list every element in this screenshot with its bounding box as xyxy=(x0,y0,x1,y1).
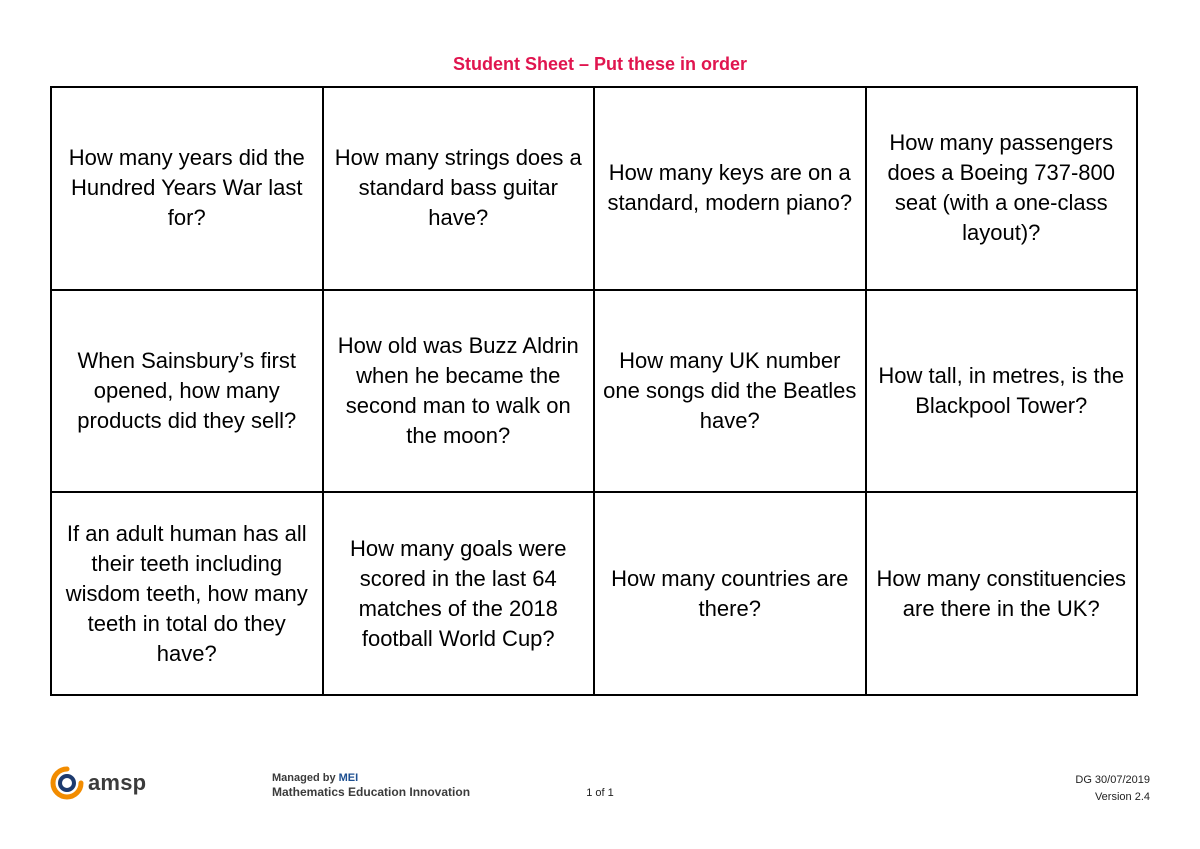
question-card: If an adult human has all their teeth including wisdom teeth, how many teeth in total do they have? xyxy=(51,492,323,695)
card-row xyxy=(51,290,1137,493)
question-card: How many strings does a standard bass guitar have? xyxy=(323,87,595,290)
question-card: How many UK number one songs did the Beatles have? xyxy=(594,290,866,493)
page-number: 1 of 1 xyxy=(586,787,614,799)
question-card: How many goals were scored in the last 64 matches of the 2018 football World Cup? xyxy=(323,492,595,695)
mei-label: MEI xyxy=(338,772,359,784)
org-name: Mathematics Education Innovation xyxy=(272,785,471,799)
page-title: Student Sheet – Put these in order xyxy=(452,54,748,74)
question-card: How many years did the Hundred Years War last for? xyxy=(51,87,323,290)
question-card: How many keys are on a standard, modern piano? xyxy=(594,87,866,290)
question-card: How tall, in metres, is the Blackpool Tower? xyxy=(866,290,1138,493)
managed-by-label: Managed by xyxy=(272,772,336,784)
question-cards-grid xyxy=(50,86,1138,696)
card-row xyxy=(51,87,1137,290)
question-card: When Sainsbury’s first opened, how many products did they sell? xyxy=(51,290,323,493)
doc-ref: DG 30/07/2019 xyxy=(1075,774,1150,786)
document-meta xyxy=(1075,772,1150,806)
question-card: How old was Buzz Aldrin when he became the second man to walk on the moon? xyxy=(323,290,595,493)
card-row xyxy=(51,492,1137,695)
question-card: How many countries are there? xyxy=(594,492,866,695)
question-card: How many passengers does a Boeing 737-800 seat (with a one-class layout)? xyxy=(866,87,1138,290)
amsp-logo-text: amsp xyxy=(88,770,147,795)
version: Version 2.4 xyxy=(1094,791,1150,803)
question-card: How many constituencies are there in the UK? xyxy=(866,492,1138,695)
